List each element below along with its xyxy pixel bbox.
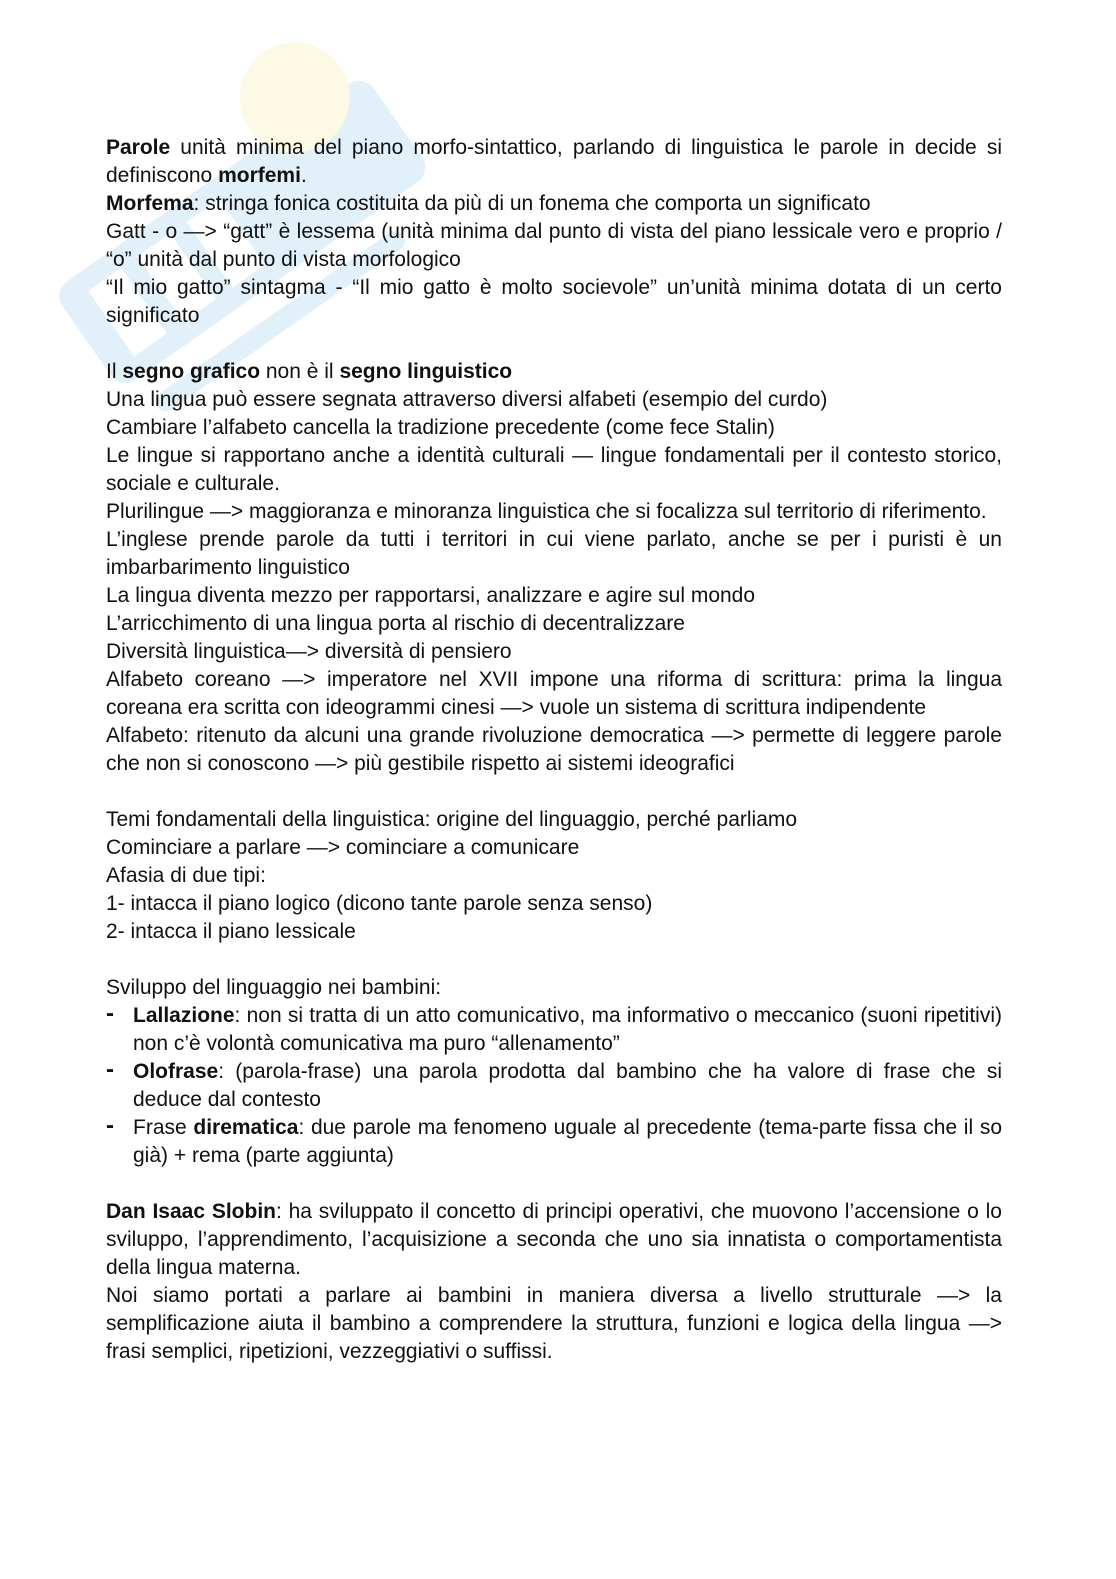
paragraph: Le lingue si rapportano anche a identità culturali — lingue fondamentali per il contesto storico, sociale e culturale. bbox=[106, 444, 1002, 495]
paragraph: 2- intacca il piano lessicale bbox=[106, 920, 356, 943]
paragraph: Afasia di due tipi: bbox=[106, 864, 266, 887]
paragraph: Cominciare a parlare —> cominciare a comunicare bbox=[106, 836, 580, 859]
paragraph-sintagma: “Il mio gatto” sintagma - “Il mio gatto è molto socievole” un’unità minima dotata di un certo significato bbox=[106, 276, 1002, 327]
paragraph: L’inglese prende parole da tutti i territori in cui viene parlato, anche se per i puristi è un imbarbarimento linguistico bbox=[106, 528, 1002, 579]
paragraph-sviluppo: Sviluppo del linguaggio nei bambini: bbox=[106, 976, 442, 999]
paragraph: La lingua diventa mezzo per rapportarsi, analizzare e agire sul mondo bbox=[106, 584, 756, 607]
paragraph-parole: Parole unità minima del piano morfo-sintattico, parlando di linguistica le parole in decide si definiscono morfemi. bbox=[106, 136, 1002, 187]
paragraph: Diversità linguistica—> diversità di pensiero bbox=[106, 640, 512, 663]
paragraph: Noi siamo portati a parlare ai bambini in maniera diversa a livello strutturale —> la semplificazione aiuta il bambino a comprendere la struttura, funzioni e logica della lingua —> frasi semplici, ripetizioni, vezzeggiativi o suffissi. bbox=[106, 1284, 1002, 1363]
paragraph-slobin: Dan Isaac Slobin: ha sviluppato il concetto di principi operativi, che muovono l’accensione o lo sviluppo, l’apprendimento, l’acquisizione a seconda che uno sia innatista o comportamentista della lingua materna. bbox=[106, 1200, 1002, 1279]
paragraph: Alfabeto: ritenuto da alcuni una grande rivoluzione democratica —> permette di leggere parole che non si conoscono —> più gestibile rispetto ai sistemi ideografici bbox=[106, 724, 1002, 775]
paragraph: Cambiare l’alfabeto cancella la tradizione precedente (come fece Stalin) bbox=[106, 416, 775, 439]
list-item: - Frase dirematica: due parole ma fenomeno uguale al precedente (tema-parte fissa che il so già) + rema (parte aggiunta) bbox=[106, 1114, 1002, 1170]
list-item: - Olofrase: (parola-frase) una parola prodotta dal bambino che ha valore di frase che si deduce dal contesto bbox=[106, 1058, 1002, 1114]
paragraph: Plurilingue —> maggioranza e minoranza linguistica che si focalizza sul territorio di riferimento. bbox=[106, 500, 987, 523]
paragraph: 1- intacca il piano logico (dicono tante parole senza senso) bbox=[106, 892, 653, 915]
paragraph: Una lingua può essere segnata attraverso diversi alfabeti (esempio del curdo) bbox=[106, 388, 828, 411]
paragraph-gatt: Gatt - o —> “gatt” è lessema (unità minima dal punto di vista del piano lessicale vero e proprio / “o” unità dal punto di vista morfologico bbox=[106, 220, 1002, 271]
paragraph: Alfabeto coreano —> imperatore nel XVII impone una riforma di scrittura: prima la lingua coreana era scritta con ideogrammi cinesi —> vuole un sistema di scrittura indipendente bbox=[106, 668, 1002, 719]
document-page bbox=[106, 134, 1002, 1366]
paragraph: Temi fondamentali della linguistica: origine del linguaggio, perché parliamo bbox=[106, 808, 798, 831]
heading-segno-grafico: Il segno grafico non è il segno linguistico bbox=[106, 360, 513, 383]
paragraph-morfema: Morfema: stringa fonica costituita da più di un fonema che comporta un significato bbox=[106, 192, 871, 215]
paragraph: L’arricchimento di una lingua porta al rischio di decentralizzare bbox=[106, 612, 685, 635]
list-item: - Lallazione: non si tratta di un atto comunicativo, ma informativo o meccanico (suoni ripetitivi) non c’è volontà comunicativa ma puro “allenamento” bbox=[106, 1002, 1002, 1058]
dash-list bbox=[106, 1002, 1002, 1170]
